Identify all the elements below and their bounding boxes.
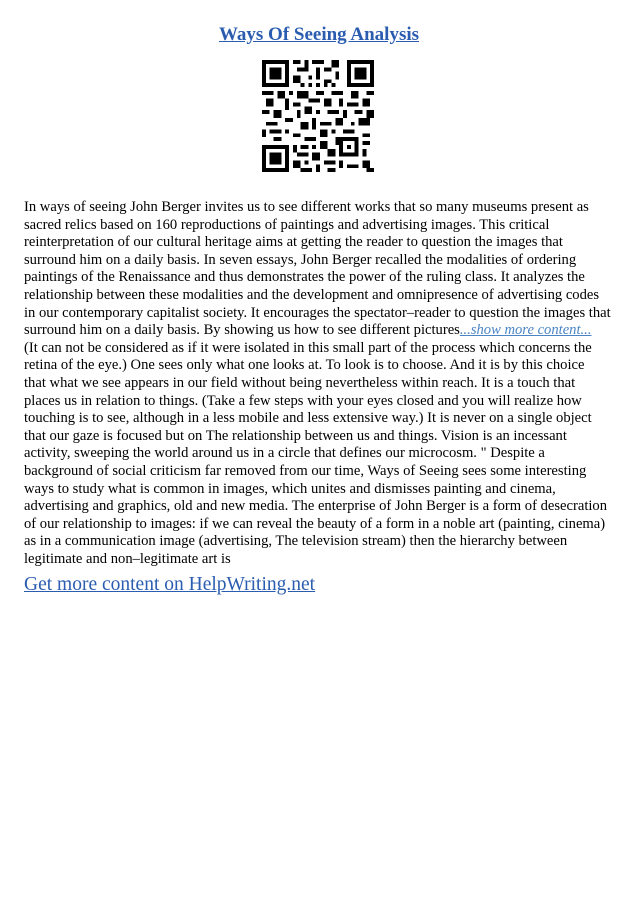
qr-finder-top-left (262, 60, 289, 87)
text-line: relationship between these modalities and the development and omnipresence of advertising codes (24, 286, 600, 303)
qr-finder-top-right (347, 60, 374, 87)
text-line: reinterpretation of our cultural heritage aims at getting the reader to question the images that (24, 234, 563, 251)
text-line: touching is to see, although in a less mobile and less extensive way.) It is never on a single object (24, 410, 592, 427)
text-line: surround him on a daily basis. In seven essays, John Berger recalled the modalities of ordering (24, 251, 577, 268)
text-fragment: surround him on a daily basis. By showing us how to see different pictures (24, 322, 460, 339)
text-line: advertising and graphics, old and new media. The enterprise of John Berger is a form of desecration (24, 498, 608, 515)
text-line: in our contemporary capitalist society. It encourages the spectator–reader to question the images that (24, 304, 611, 321)
article-body (24, 199, 619, 568)
text-line: In ways of seeing John Berger invites us to see different works that so many museums present as (24, 199, 589, 215)
text-line: of our relationship to images: if we can reveal the beauty of a form in a noble art (painting, cinema) (24, 515, 606, 532)
text-line: that our gaze is focused but on The relationship between us and things. Vision is an incessant (24, 427, 567, 444)
text-line: sacred relics based on 160 reproductions of paintings and advertising images. This critical (24, 216, 550, 233)
get-more-content-link[interactable]: Get more content on HelpWriting.net (24, 574, 316, 595)
qr-code (262, 60, 374, 172)
text-line: that what we see appears in our field without being nevertheless within reach. It is a touch that (24, 374, 576, 391)
text-line: places us in relation to things. (Take a few steps with your eyes closed and you will realize how (24, 392, 582, 409)
text-line: ways to study what is common in images, which unites and dismisses painting and cinema, (24, 480, 556, 497)
qr-finder-bottom-left (262, 145, 289, 172)
text-line: paintings of the Renaissance and thus demonstrates the power of the ruling class. It analyzes the (24, 269, 585, 286)
text-line: as in a communication image (advertising, The television stream) then the hierarchy between (24, 533, 568, 550)
show-more-link[interactable]: ...show more content... (459, 322, 592, 339)
text-line: (It can not be considered as if it were isolated in this small part of the process which concerns the (24, 339, 592, 356)
text-line: legitimate and non–legitimate art is (24, 550, 231, 567)
text-line: retina of the eye.) One sees only what one looks at. To look is to choose. And it is by this choice (24, 357, 585, 374)
page-title[interactable]: Ways Of Seeing Analysis (218, 24, 420, 45)
text-line: background of social criticism far removed from our time, Ways of Seeing sees some interesting (24, 462, 587, 479)
text-line-with-link (24, 322, 619, 340)
text-line: activity, sweeping the world around us in a circle that defines our microcosm. " Despite a (24, 445, 545, 462)
